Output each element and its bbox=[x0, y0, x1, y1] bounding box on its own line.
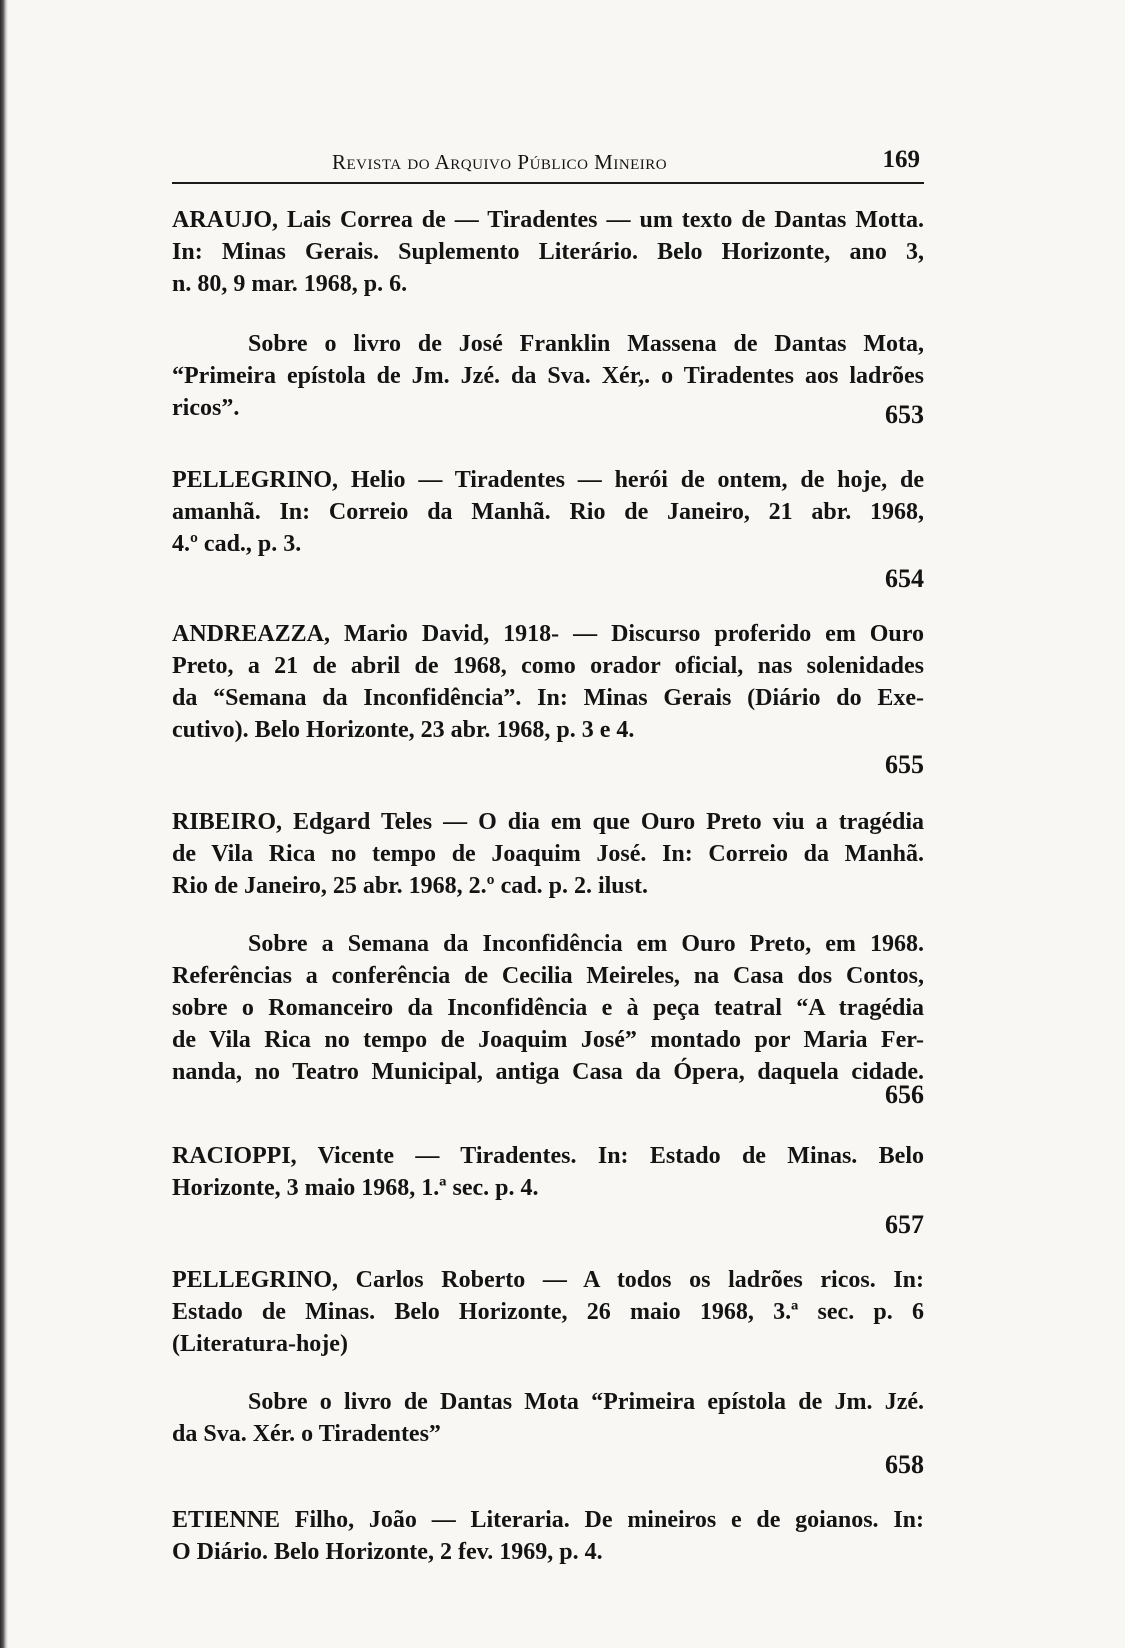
annotation-line: ricos”. bbox=[172, 395, 240, 421]
entry-number: 658 bbox=[885, 1450, 924, 1479]
reference-line: In: Minas Gerais. Suplemento Literário. Belo Horizonte, ano 3, bbox=[172, 239, 924, 265]
reference-line: n. 80, 9 mar. 1968, p. 6. bbox=[172, 271, 408, 297]
reference-line: ARAUJO, Lais Correa de — Tiradentes — um texto de Dantas Motta. bbox=[172, 207, 924, 233]
reference-line: da “Semana da Inconfidência”. In: Minas Gerais (Diário do Exe- bbox=[172, 685, 924, 711]
reference-line: ANDREAZZA, Mario David, 1918- — Discurso proferido em Ouro bbox=[172, 621, 924, 647]
reference-line: Rio de Janeiro, 25 abr. 1968, 2.º cad. p. 2. ilust. bbox=[172, 873, 648, 899]
reference-line: O Diário. Belo Horizonte, 2 fev. 1969, p. 4. bbox=[172, 1539, 603, 1565]
annotation-line: Sobre a Semana da Inconfidência em Ouro Preto, em 1968. bbox=[248, 931, 924, 957]
reference-line: RIBEIRO, Edgard Teles — O dia em que Ouro Preto viu a tragédia bbox=[172, 809, 924, 835]
entry-number: 656 bbox=[885, 1080, 924, 1109]
reference-line: Estado de Minas. Belo Horizonte, 26 maio 1968, 3.ª sec. p. 6 bbox=[172, 1299, 924, 1325]
reference-line: 4.º cad., p. 3. bbox=[172, 531, 302, 557]
reference-line: cutivo). Belo Horizonte, 23 abr. 1968, p. 3 e 4. bbox=[172, 717, 635, 743]
reference-line: RACIOPPI, Vicente — Tiradentes. In: Estado de Minas. Belo bbox=[172, 1143, 924, 1169]
entry-number: 653 bbox=[885, 400, 924, 429]
reference-line: PELLEGRINO, Helio — Tiradentes — herói de ontem, de hoje, de bbox=[172, 467, 924, 493]
bibliography-entry bbox=[172, 1504, 924, 1574]
annotation-line: Sobre o livro de José Franklin Massena de Dantas Mota, bbox=[248, 331, 924, 357]
annotation-line: de Vila Rica no tempo de Joaquim José” montado por Maria Fer- bbox=[172, 1027, 924, 1053]
reference-line: Preto, a 21 de abril de 1968, como orador oficial, nas solenidades bbox=[172, 653, 924, 679]
page-number: 169 bbox=[882, 146, 920, 173]
bibliography-entry bbox=[172, 1264, 924, 1484]
bibliography-entry bbox=[172, 464, 924, 598]
reference-line: PELLEGRINO, Carlos Roberto — A todos os ladrões ricos. In: bbox=[172, 1267, 924, 1293]
annotation-line: “Primeira epístola de Jm. Jzé. da Sva. Xér,. o Tiradentes aos ladrões bbox=[172, 363, 924, 389]
annotation-line: Sobre o livro de Dantas Mota “Primeira epístola de Jm. Jzé. bbox=[248, 1389, 924, 1415]
annotation-line: Referências a conferência de Cecilia Meireles, na Casa dos Contos, bbox=[172, 963, 924, 989]
running-header bbox=[172, 146, 924, 184]
reference-line: Horizonte, 3 maio 1968, 1.ª sec. p. 4. bbox=[172, 1175, 539, 1201]
reference-line: de Vila Rica no tempo de Joaquim José. In: Correio da Manhã. bbox=[172, 841, 924, 867]
entry-number: 655 bbox=[885, 750, 924, 779]
entry-number: 657 bbox=[885, 1210, 924, 1239]
annotation-line: sobre o Romanceiro da Inconfidência e à peça teatral “A tragédia bbox=[172, 995, 924, 1021]
page-edge-shadow bbox=[0, 0, 8, 1648]
bibliography-entry bbox=[172, 1140, 924, 1250]
bibliography-entry bbox=[172, 204, 924, 434]
reference-line: ETIENNE Filho, João — Literaria. De mineiros e de goianos. In: bbox=[172, 1507, 924, 1533]
bibliography-entry bbox=[172, 806, 924, 1116]
reference-line: amanhã. In: Correio da Manhã. Rio de Janeiro, 21 abr. 1968, bbox=[172, 499, 924, 525]
annotation-line: nanda, no Teatro Municipal, antiga Casa da Ópera, daquela cidade. bbox=[172, 1059, 924, 1085]
bibliography-entry bbox=[172, 618, 924, 788]
journal-title: Revista do Arquivo Público Mineiro bbox=[332, 150, 668, 174]
entry-number: 654 bbox=[885, 564, 924, 593]
reference-line: (Literatura-hoje) bbox=[172, 1331, 348, 1357]
annotation-line: da Sva. Xér. o Tiradentes” bbox=[172, 1421, 441, 1447]
